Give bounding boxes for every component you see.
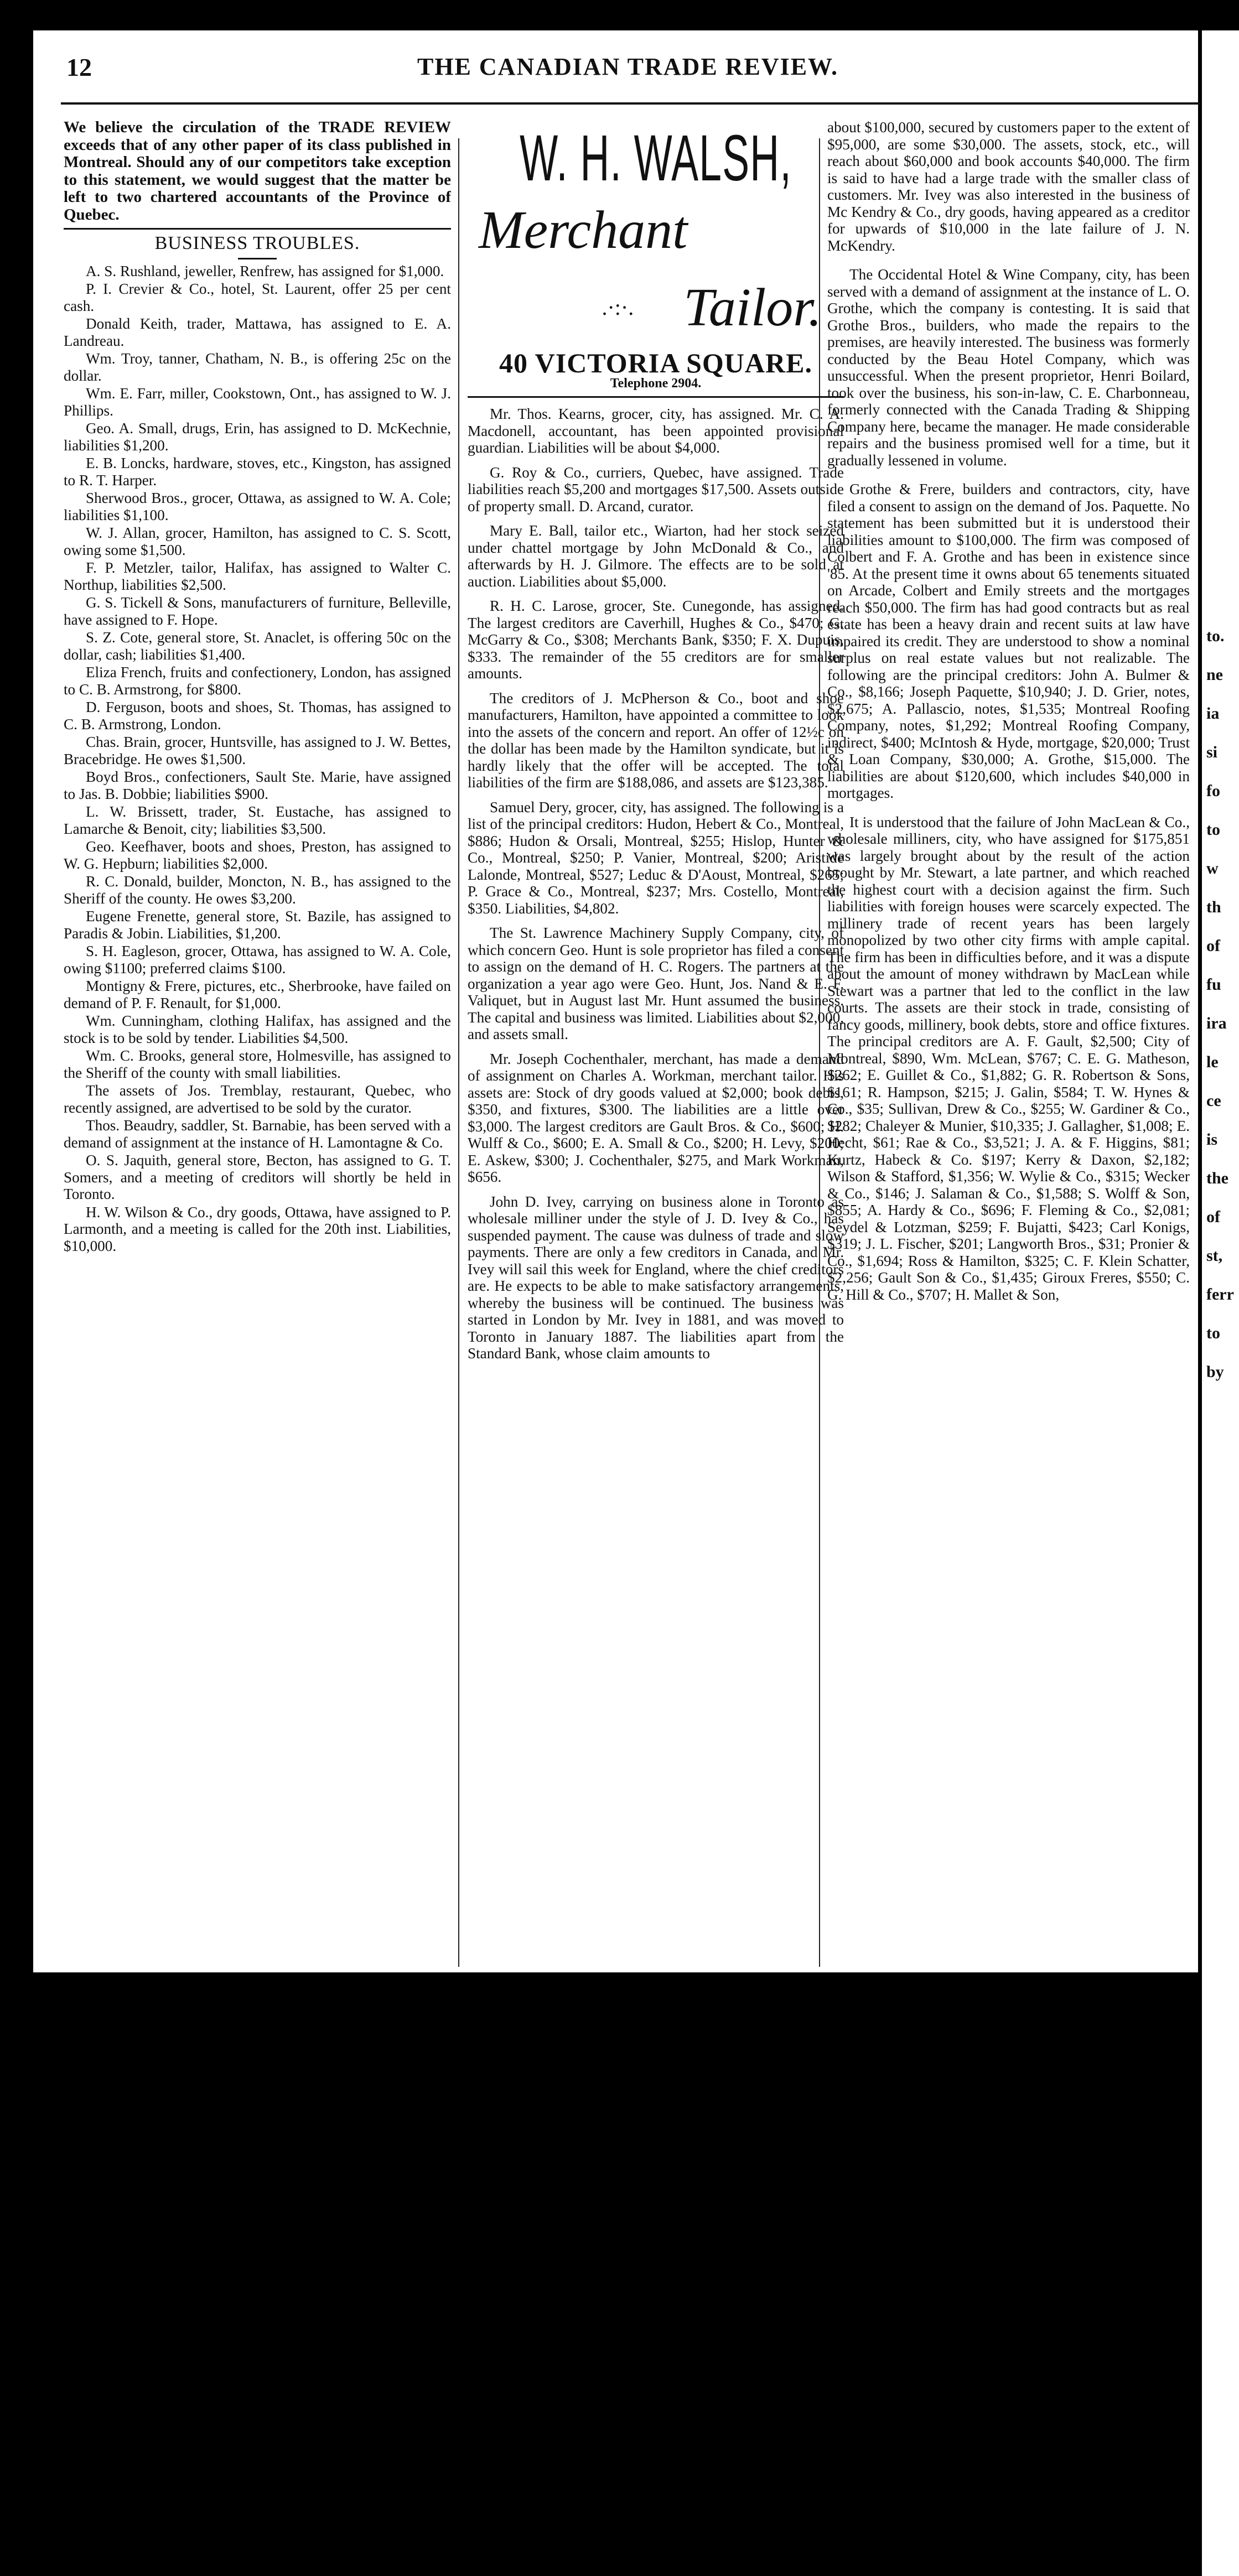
ad-merchant-script: Merchant <box>479 200 688 260</box>
column-right <box>827 119 1190 1972</box>
column-middle <box>468 119 844 1972</box>
news-item: E. B. Loncks, hardware, stoves, etc., Kingston, has assigned to R. T. Harper. <box>64 455 451 489</box>
news-item: O. S. Jaquith, general store, Becton, has assigned to G. T. Somers, and a meeting of creditors will shortly be held in Toronto. <box>64 1152 451 1202</box>
news-item: R. H. C. Larose, grocer, Ste. Cunegonde, has assigned. The largest creditors are Caverhill, Hughes & Co., $470; G. McGarry & Co., $308; Merchants Bank, $350; F. X. Dupuis, $333. The remainder of the 55 creditors are for smaller amounts. <box>468 598 844 682</box>
ad-merchant-name: W. H. WALSH, <box>520 122 792 195</box>
page-header <box>66 53 1189 97</box>
continued-paragraph: about $100,000, secured by customers paper to the extent of $95,000, are some $30,000. The assets, stock, etc., will reach about $60,000 and book accounts $40,000. The firm is said to have had a large trade with the smaller class of customers. Mr. Ivey was also interested in the business of Mc Kendry & Co., dry goods, having appeared as a creditor for upwards of $10,000 in the late failure of J. N. McKendry. <box>827 119 1190 254</box>
ad-ornament: .·:·. <box>602 294 634 320</box>
page-number: 12 <box>66 53 92 81</box>
edge-fragment: the <box>1206 1169 1228 1187</box>
edge-fragment: ira <box>1206 1014 1227 1032</box>
news-item: Mary E. Ball, tailor etc., Wiarton, had her stock seized under chattel mortgage by John McDonald & Co., and afterwards by H. J. Gilmore. The effects are to be sold at auction. Liabilities about $5,000. <box>468 522 844 590</box>
edge-fragment: th <box>1206 898 1221 916</box>
news-item: The assets of Jos. Tremblay, restaurant, Quebec, who recently assigned, are advertised to be sold by the curator. <box>64 1082 451 1116</box>
edge-fragment: le <box>1206 1053 1219 1071</box>
news-item: The St. Lawrence Machinery Supply Company, city, of which concern Geo. Hunt is sole proprietor has filed a consent to assign on the demand of H. C. Rogers. The partners at the organization a year ago were Geo. Hunt, Jos. Nand & E. F. Valiquet, but in August last Mr. Hunt assumed the business. The capital and business was limited. Liabilities about $2,000, and assets small. <box>468 925 844 1042</box>
column-left <box>64 119 451 1972</box>
header-rule <box>61 102 1200 105</box>
news-item: Wm. Cunningham, clothing Halifax, has assigned and the stock is to be sold by tender. Liabilities $4,500. <box>64 1012 451 1046</box>
edge-fragment: w <box>1206 859 1219 877</box>
news-item: W. J. Allan, grocer, Hamilton, has assigned to C. S. Scott, owing some $1,500. <box>64 524 451 558</box>
news-item: Eliza French, fruits and confectionery, London, has assigned to C. B. Armstrong, for $800. <box>64 664 451 698</box>
news-item: Eugene Frenette, general store, St. Bazile, has assigned to Paradis & Jobin. Liabilities, $1,200. <box>64 908 451 942</box>
news-item: Wm. Troy, tanner, Chatham, N. B., is offering 25c on the dollar. <box>64 350 451 384</box>
news-item: G. Roy & Co., curriers, Quebec, have assigned. Trade liabilities reach $5,200 and mortgages $17,500. Assets outside of property small. D. Arcand, curator. <box>468 464 844 515</box>
news-item: John D. Ivey, carrying on business alone in Toronto as wholesale milliner under the style of J. D. Ivey & Co., has suspended payment. The cause was dulness of trade and slow payments. There are only a few creditors in Canada, and Mr. Ivey will sail this week for England, where the chief creditors are. He expects to be able to make satisfactory arrangements, whereby the business will be continued. The business was started in London by Mr. Ivey in 1881, and was moved to Toronto in January 1887. The liabilities apart from the Standard Bank, whose claim amounts to <box>468 1193 844 1362</box>
circulation-notice: We believe the circulation of the TRADE REVIEW exceeds that of any other paper of its class published in Montreal. Should any of our competitors take exception to this statement, we would suggest that the matter be left to two chartered accountants of the Province of Quebec. <box>64 119 451 224</box>
business-troubles-list <box>64 263 451 1255</box>
edge-fragment: ferr <box>1206 1285 1234 1303</box>
edge-fragment: is <box>1206 1130 1218 1149</box>
ad-address: 40 VICTORIA SQUARE. <box>499 347 812 378</box>
news-item: Geo. Keefhaver, boots and shoes, Preston, has assigned to W. G. Hepburn; liabilities $2,000. <box>64 838 451 872</box>
news-item: Grothe & Frere, builders and contractors, city, have filed a consent to assign on the demand of Jos. Paquette. No statement has been submitted but it is understood their liabilities amount to $100,000. The firm was composed of Colbert and F. A. Grothe and has been in existence since '85. At the present time it owns about 65 tenements situated on Arcade, Colbert and Emily streets and the mortgages reach $50,000. The firm has had good contracts but as real estate has been a heavy drain and recent suits at law have impaired its credit. They are understood to show a nominal surplus on real estate values but not realizable. The following are the principal creditors: John A. Bulmer & Co., $8,166; Joseph Paquette, $10,940; J. D. Grier, notes, $2,675; A. Pallascio, notes, $1,535; Montreal Roofing Company, notes, $1,292; Montreal Roofing Company, indirect, $400; McIntosh & Hyde, mortgage, $20,000; Trust & Loan Company, $30,000; A. Grothe, $15,000. The liabilities are about $120,600, which includes $40,000 in mortgages. <box>827 481 1190 801</box>
column-rule <box>458 138 459 1967</box>
business-troubles-list <box>468 406 844 1362</box>
divider <box>238 258 277 259</box>
news-item: Mr. Thos. Kearns, grocer, city, has assigned. Mr. C. A. Macdonell, accountant, has been appointed provisional guardian. Liabilities will be about $4,000. <box>468 406 844 456</box>
edge-fragment: ia <box>1206 704 1220 723</box>
news-item: S. Z. Cote, general store, St. Anaclet, is offering 50c on the dollar, cash; liabilities $1,400. <box>64 629 451 663</box>
news-item: D. Ferguson, boots and shoes, St. Thomas, has assigned to C. B. Armstrong, London. <box>64 699 451 733</box>
news-item: Montigny & Frere, pictures, etc., Sherbrooke, have failed on demand of P. F. Renault, for $1,000. <box>64 978 451 1011</box>
news-item: P. I. Crevier & Co., hotel, St. Laurent, offer 25 per cent cash. <box>64 281 451 314</box>
news-item: Chas. Brain, grocer, Huntsville, has assigned to J. W. Bettes, Bracebridge. He owes $1,500. <box>64 734 451 767</box>
news-item: R. C. Donald, builder, Moncton, N. B., has assigned to the Sheriff of the county. He owes $3,200. <box>64 873 451 907</box>
news-item: Samuel Dery, grocer, city, has assigned. The following is a list of the principal creditors: Hudon, Hebert & Co., Montreal, $886; Hudon & Orsali, Montreal, $255; Hislop, Hunter & Co., Montreal, $250; P. Vanier, Montreal, $200; Aristide Lalonde, Montreal, $527; Leduc & D'Aoust, Montreal, $265; P. Grace & Co., Montreal, $237; Mrs. Costello, Montreal, $350. Liabilities, $4,802. <box>468 798 844 917</box>
edge-fragment: to. <box>1206 627 1225 645</box>
news-item: The Occidental Hotel & Wine Company, city, has been served with a demand of assignment at the instance of L. O. Grothe, which the company is contesting. It is said that Grothe Bros., builders, who made the repairs to the premises, are heavily interested. The business was formerly conducted by the Beau Hotel Company, which was unsuccessful. When the present proprietor, Henri Boilard, took over the business, his son-in-law, C. E. Charbonneau, formerly connected with the Canada Trading & Shipping Company here, became the manager. He made considerable repairs and the business promised well for a time, but it gradually lessened in volume. <box>827 266 1190 469</box>
advertisement <box>468 119 844 392</box>
section-heading: BUSINESS TROUBLES. <box>154 233 360 253</box>
news-item: Donald Keith, trader, Mattawa, has assigned to E. A. Landreau. <box>64 315 451 349</box>
edge-fragment: si <box>1206 743 1218 761</box>
news-item: It is understood that the failure of John MacLean & Co., wholesale milliners, city, who have assigned for $175,851 was largely brought about by the result of the action brought by Mr. Stewart, a late partner, and which reached the highest court with a decision against the firm. Such liabilities with foreign houses were scarcely expected. The millinery trade of recent years has been largely monopolized by two other city firms with ample capital. The firm has been in difficulties before, and it was a dispute about the amount of money withdrawn by MacLean while Stewart was a partner that led to the conflict in the law courts. The assets are their stock in trade, consisting of fancy goods, millinery, book debts, store and office fixtures. The principal creditors are A. F. Gault, $2,500; City of Montreal, $890, Wm. McLean, $767; C. E. G. Matheson, $262; E. Guillet & Co., $1,882; G. R. Robertson & Sons, $161; R. Hampson, $215; J. Galin, $584; T. W. Hynes & Co., $35; Sullivan, Drew & Co., $255; W. Gardiner & Co., $282; Chaleyer & Munier, $10,335; J. Gallagher, $1,008; E. Hecht, $61; Rae & Co., $3,521; J. A. & F. Higgins, $81; Kurtz, Habeck & Co. $197; Kerry & Daxon, $2,182; Wilson & Stafford, $1,356; W. Wylie & Co., $315; Wecker & Co., $146; J. Salaman & Co., $1,588; S. Wolff & Son, $855; A. Hardy & Co., $696; F. Fleming & Co., $2,081; Seydel & Lotzman, $259; F. Bujatti, $423; Carl Konigs, $319; J. L. Fischer, $201; Langworth Bros., $31; Pronier & Co., $1,694; Ross & Hamilton, $325; C. F. Klein Schatter, $2,256; Gault Son & Co., $1,435; Giroux Freres, $550; C. G. Hill & Co., $707; H. Mallet & Son, <box>827 813 1190 1303</box>
news-item: The creditors of J. McPherson & Co., boot and shoe manufacturers, Hamilton, have appointed a committee to look into the assets of the concern and report. An offer of 12½c on the dollar has been made by the Hamilton syndicate, but it is hardly likely that the offer will be accepted. The total liabilities of the firm are $188,086, and assets are $123,385. <box>468 689 844 791</box>
divider <box>468 396 844 398</box>
news-item: Sherwood Bros., grocer, Ottawa, as assigned to W. A. Cole; liabilities $1,100. <box>64 490 451 523</box>
news-item: S. H. Eagleson, grocer, Ottawa, has assigned to W. A. Cole, owing $1100; preferred claims $100. <box>64 943 451 977</box>
news-item: Thos. Beaudry, saddler, St. Barnabie, has been served with a demand of assignment at the instance of H. Lamontagne & Co. <box>64 1117 451 1151</box>
news-item: A. S. Rushland, jeweller, Renfrew, has assigned for $1,000. <box>86 262 444 279</box>
edge-fragment: st, <box>1206 1247 1223 1265</box>
news-item: H. W. Wilson & Co., dry goods, Ottawa, have assigned to P. Larmonth, and a meeting is called for the 20th inst. Liabilities, $10,000. <box>64 1203 451 1254</box>
news-item: F. P. Metzler, tailor, Halifax, has assigned to Walter C. Northup, liabilities $2,500. <box>64 559 451 593</box>
edge-fragment: ce <box>1206 1092 1221 1110</box>
news-item: Mr. Joseph Cochenthaler, merchant, has made a demand of assignment on Charles A. Workman, merchant tailor. His assets are: Stock of dry goods valued at $2,000; book debts, $350, and fixtures, $300. The liabilities are a little over $3,000. The largest creditors are Gault Bros. & Co., $600; H. Wulff & Co., $600; E. A. Small & Co., $200; H. Levy, $200; E. Askew, $300; J. Cochenthaler, $275, and Mark Workman, $656. <box>468 1050 844 1185</box>
ad-tailor-script: Tailor. <box>683 277 822 337</box>
ad-telephone: Telephone 2904. <box>610 376 702 391</box>
divider <box>64 228 451 230</box>
news-item: Geo. A. Small, drugs, Erin, has assigned to D. McKechnie, liabilities $1,200. <box>64 420 451 454</box>
edge-fragment: to <box>1206 820 1220 839</box>
news-item: G. S. Tickell & Sons, manufacturers of furniture, Belleville, have assigned to F. Hope. <box>64 594 451 628</box>
edge-fragment: to <box>1206 1324 1220 1342</box>
edge-fragment: of <box>1206 937 1220 955</box>
edge-fragment: fo <box>1206 782 1220 800</box>
edge-fragment: ne <box>1206 666 1223 684</box>
adjacent-page-edge <box>1202 30 1239 2576</box>
edge-fragment: fu <box>1206 975 1221 994</box>
news-item: Wm. E. Farr, miller, Cookstown, Ont., has assigned to W. J. Phillips. <box>64 385 451 419</box>
news-item: Boyd Bros., confectioners, Sault Ste. Marie, have assigned to Jas. B. Dobbie; liabilities $900. <box>64 768 451 802</box>
news-item: L. W. Brissett, trader, St. Eustache, has assigned to Lamarche & Benoit, city; liabilities $3,500. <box>64 803 451 837</box>
business-troubles-list <box>827 266 1190 1303</box>
edge-fragment: by <box>1206 1363 1224 1381</box>
edge-fragment: of <box>1206 1208 1220 1226</box>
journal-title: THE CANADIAN TRADE REVIEW. <box>417 53 839 80</box>
news-item: Wm. C. Brooks, general store, Holmesville, has assigned to the Sheriff of the county with small liabilities. <box>64 1047 451 1081</box>
